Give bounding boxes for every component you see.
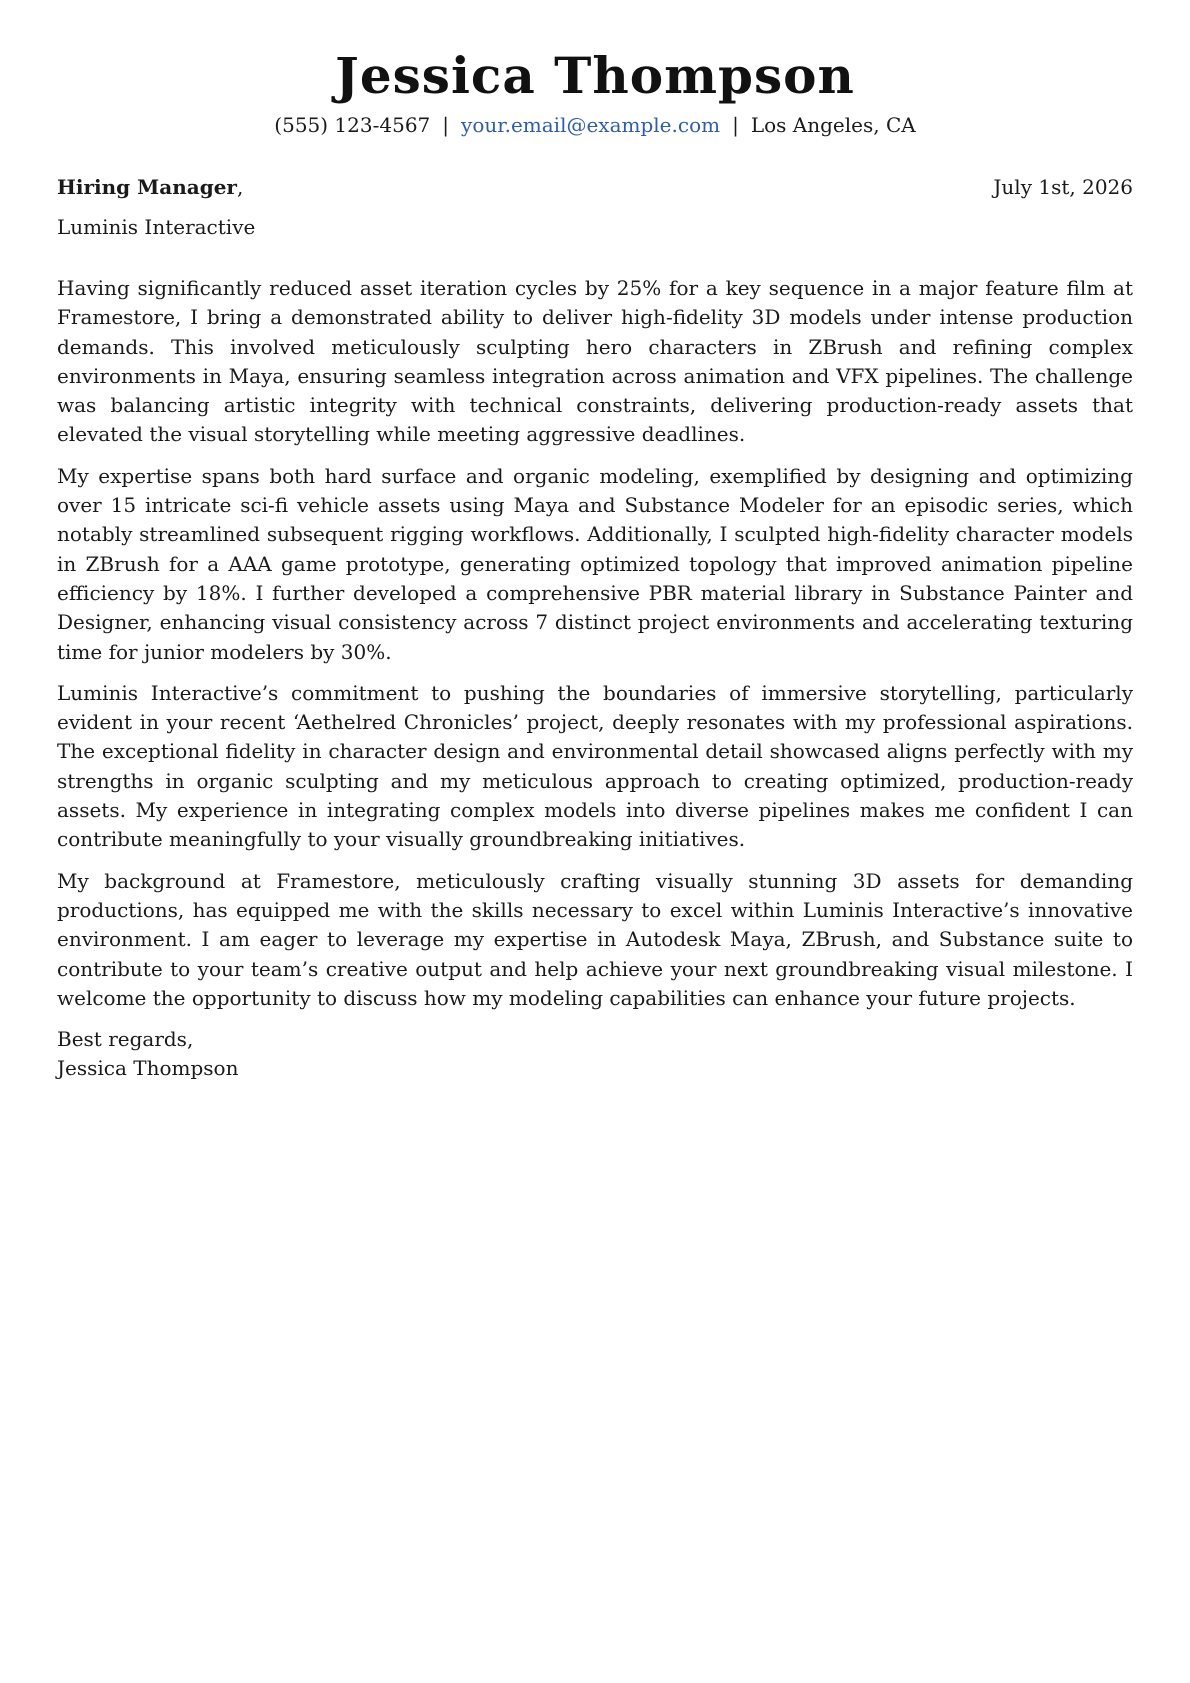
location: Los Angeles, CA [750,113,916,137]
applicant-name: Jessica Thompson [335,46,855,105]
body-paragraph: Having significantly reduced asset iteration cycles by 25% for a key sequence in a major feature film at Framestore, I bring a demonstrated ability to deliver high-fidelity 3D models under intense production demands. This involved meticulously sculpting hero characters in ZBrush and refining complex environments in Maya, ensuring seamless integration across animation and VFX pipelines. The challenge was balancing artistic integrity with technical constraints, delivering production-ready assets that elevated the visual storytelling while meeting aggressive deadlines. [57,276,1133,447]
letter-body [57,274,1133,1013]
contact-line [57,110,1133,140]
contact-separator: | [442,113,450,137]
email-link[interactable]: your.email@example.com [461,113,721,137]
recipient-company: Luminis Interactive [57,215,256,239]
recipient-date-row [57,172,1133,202]
body-paragraph: Luminis Interactive’s commitment to pushing the boundaries of immersive storytelling, particularly evident in your recent ‘Aethelred Chronicles’ project, deeply resonates with my professional aspirations. The exceptional fidelity in character design and environmental detail showcased aligns perfectly with my strengths in organic sculpting and my meticulous approach to creating optimized, production-ready assets. My experience in integrating complex models into diverse pipelines makes me confident I can contribute meaningfully to your visually groundbreaking initiatives. [57,680,1133,852]
body-paragraph: My background at Framestore, meticulously crafting visually stunning 3D assets for demanding productions, has equipped me with the skills necessary to excel within Luminis Interactive’s innovative environment. I am eager to leverage my expertise in Autodesk Maya, ZBrush, and Substance suite to contribute to your team’s creative output and help achieve your next groundbreaking visual milestone. I welcome the opportunity to discuss how my modeling capabilities can enhance your future projects. [57,868,1133,1010]
phone-number: (555) 123-4567 [274,113,431,137]
closing-salutation: Best regards, [57,1027,194,1052]
recipient-suffix: , [236,175,244,199]
closing-block [57,1025,1133,1084]
recipient-name: Hiring Manager [57,175,237,199]
contact-separator: | [732,113,739,137]
letter-date: July 1st, 2026 [993,175,1133,199]
recipient-line [57,172,243,202]
signature-name: Jessica Thompson [57,1056,239,1081]
body-paragraph: My expertise spans both hard surface and organic modeling, exemplified by designing and optimizing over 15 intricate sci-fi vehicle assets using Maya and Substance Modeler for an episodic series, which notably streamlined subsequent rigging workflows. Additionally, I sculpted high-fidelity character models in ZBrush for a AAA game prototype, generating optimized topology that improved animation pipeline efficiency by 18%. I further developed a comprehensive PBR material library in Substance Painter and Designer, enhancing visual consistency across 7 distinct project environments and accelerating texturing time for junior modelers by 30%. [57,463,1133,664]
